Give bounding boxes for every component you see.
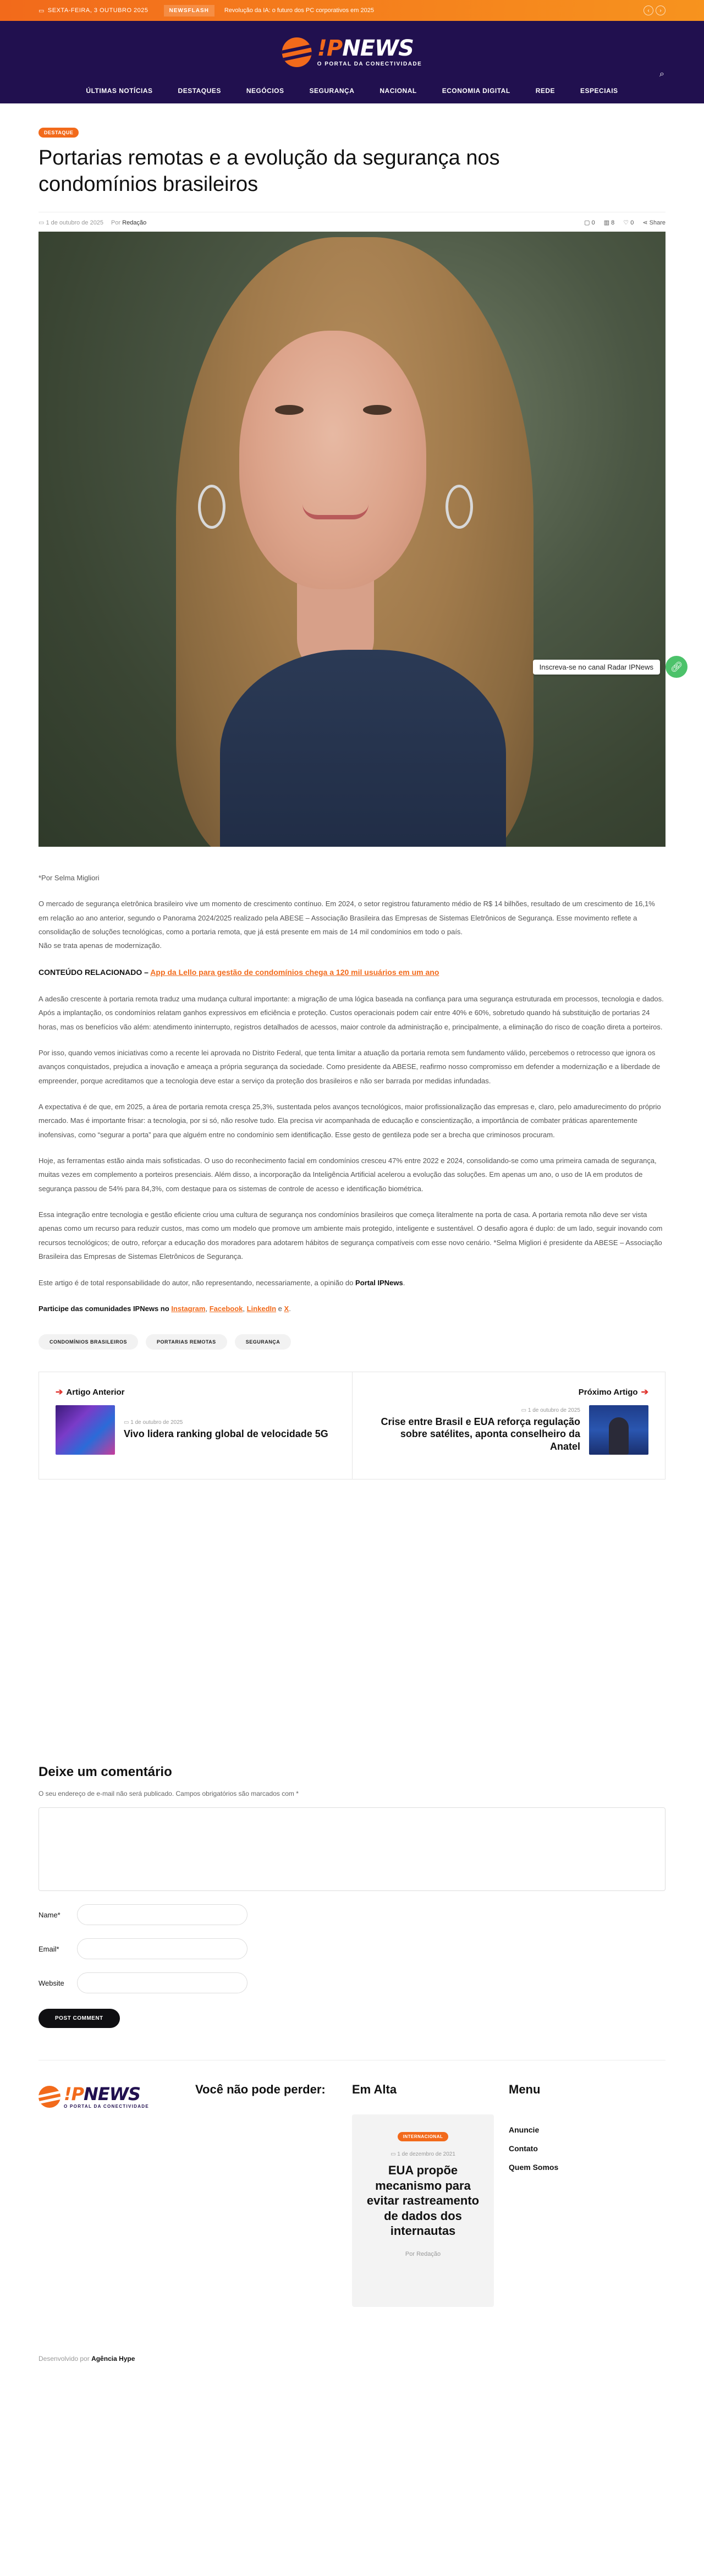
- article-byline: *Por Selma Migliori: [38, 874, 100, 882]
- author-link[interactable]: Redação: [122, 219, 147, 226]
- paragraph: Por isso, quando vemos iniciativas como a recente lei aprovada no Distrito Federal, que tenta limitar a atuação da portaria remota sem fundamento válido, percebemos o retrocesso que ignora os avanços conquistados, prejudica a inovação e ameaça a própria segurança da sociedade. Como presidente da ABESE, reafirmo nosso compromisso em defender a modernização e a liberdade de empreender, porque acreditamos que a tecnologia deve estar a serviço da proteção dos brasileiros e não ser barrada por medidas infundadas.: [38, 1049, 661, 1085]
- paragraph: A expectativa é de que, em 2025, a área de portaria remota cresça 25,3%, sustentada pelos avanços tecnológicos, maior profissionalização das empresas e, claro, pelo amadurecimento do próprio mercado. Mas é importante frisar: a tecnologia, por si só, não resolve tudo. Ela precisa vir acompanhada de educação e conscientização, a importância de combater práticas aparentemente inofensivas, como “segurar a porta” para que alguém entre no condomínio sem identificação. Esse gesto de gentileza pode ser a brecha que criminosos procuram.: [38, 1103, 661, 1139]
- logo-news: NEWS: [342, 36, 414, 61]
- nav-destaques[interactable]: DESTAQUES: [178, 87, 221, 95]
- comments-count[interactable]: ▢ 0: [584, 220, 595, 226]
- post-navigation: [38, 1372, 666, 1479]
- related-content: CONTEÚDO RELACIONADO – App da Lello para gestão de condomínios chega a 120 mil usuários em um ano: [38, 967, 439, 977]
- logo-tagline: O PORTAL DA CONECTIVIDADE: [317, 61, 422, 67]
- previous-article[interactable]: ➔ Artigo Anterior ▭ 1 de outubro de 2025 Vivo lidera ranking global de velocidade 5G: [39, 1372, 353, 1479]
- paragraph: Não se trata apenas de modernização.: [38, 941, 162, 950]
- nav-ultimas-noticias[interactable]: ÚLTIMAS NOTÍCIAS: [86, 87, 153, 95]
- next-article-title[interactable]: Crise entre Brasil e EUA reforça regulação sobre satélites, aponta conselheiro da Anatel: [381, 1416, 580, 1452]
- website-input[interactable]: [77, 1972, 248, 1993]
- ticker-headline[interactable]: Revolução da IA: o futuro dos PC corporativos em 2025: [224, 7, 374, 14]
- email-field-row: [38, 1938, 666, 1959]
- name-input[interactable]: [77, 1904, 248, 1925]
- trending-category-badge[interactable]: INTERNACIONAL: [398, 2132, 449, 2141]
- nav-nacional[interactable]: NACIONAL: [380, 87, 417, 95]
- website-label: Website: [38, 1978, 64, 1987]
- paragraph: O mercado de segurança eletrônica brasileiro vive um momento de crescimento contínuo. Em 2024, o setor registrou faturamento médio de R$ 14 bilhões, resultado de um crescimento de 16,1% em relação ao ano anterior, segundo o Panorama 2024/2025 realizado pela ABESE – Associação Brasileira das Empresas de Sistemas Eletrônicos de Segurança. Esse movimento reflete a consolidação de soluções tecnológicas, como a portaria remota, que já está presente em mais de 14 mil condomínios em todo o país.: [38, 900, 655, 936]
- article-stats: [584, 219, 666, 226]
- email-input[interactable]: [77, 1938, 248, 1959]
- logo-globe-icon: [282, 37, 312, 67]
- arrow-left-icon: ➔: [56, 1388, 63, 1397]
- footer-col-title: Menu: [509, 2082, 541, 2097]
- credit-link[interactable]: Agência Hype: [91, 2355, 135, 2363]
- tag-portarias-remotas[interactable]: PORTARIAS REMOTAS: [146, 1334, 227, 1350]
- article-date: 1 de outubro de 2025: [46, 219, 104, 226]
- facebook-link[interactable]: Facebook: [209, 1304, 243, 1313]
- nav-negocios[interactable]: NEGÓCIOS: [246, 87, 284, 95]
- comment-form: [38, 1764, 666, 2028]
- paragraph: A adesão crescente à portaria remota traduz uma mudança cultural importante: a migração de uma lógica baseada na confiança para uma segurança estruturada em processos, tecnologia e dados. Após a implantação, os condomínios relatam ganhos expressivos em eficiência e proteção. Custos operacionais podem cair entre 40% e 60%, sobretudo quando há substituição de portarias 24 horas, mas os benefícios vão além: atendimento ininterrupto, registros detalhados de acessos, maior controle da administração e, principalmente, a eliminação do risco de coação direta a porteiros.: [38, 995, 664, 1031]
- comment-textarea[interactable]: [38, 1807, 666, 1891]
- views-count: ▥ 8: [603, 220, 615, 226]
- trending-title[interactable]: EUA propõe mecanismo para evitar rastreamento de dados dos internautas: [366, 2163, 480, 2238]
- paragraph: Hoje, as ferramentas estão ainda mais sofisticadas. O uso do reconhecimento facial em condomínios cresceu 47% entre 2022 e 2024, consolidando-se como uma primeira camada de segurança, muitas vezes em complemento a porteiros presenciais. Além disso, a incorporação da Inteligência Artificial acelerou a evolução das soluções. Em apenas um ano, o uso de IA em produtos de segurança passou de 54% para 84,3%, com destaque para os sistemas de controle de acesso e identificação biométrica.: [38, 1157, 657, 1193]
- footer-col-title: Em Alta: [352, 2082, 397, 2097]
- comment-form-title: Deixe um comentário: [38, 1764, 172, 1780]
- ticker-controls: [644, 6, 666, 15]
- nav-rede[interactable]: REDE: [535, 87, 556, 95]
- logo-ip: !P: [317, 36, 343, 61]
- footer-col-menu: [509, 2082, 666, 2357]
- nav-economia-digital[interactable]: ECONOMIA DIGITAL: [442, 87, 510, 95]
- previous-article-thumbnail[interactable]: [56, 1405, 115, 1455]
- article-title: Portarias remotas e a evolução da segurança nos condomínios brasileiros: [38, 146, 500, 196]
- article-container: [38, 103, 666, 2363]
- comment-form-note: O seu endereço de e-mail não será publicado. Campos obrigatórios são marcados com *: [38, 1790, 299, 1798]
- next-article-date: ▭ 1 de outubro de 2025: [521, 1407, 580, 1413]
- footer-col-trending: [352, 2082, 509, 2357]
- next-article-thumbnail[interactable]: [589, 1405, 648, 1455]
- footer-col-title: Você não pode perder:: [195, 2082, 326, 2097]
- footer-logo[interactable]: !PNEWS O PORTAL DA CONECTIVIDADE: [38, 2082, 195, 2111]
- trending-author: Por Redação: [405, 2250, 441, 2257]
- nav-especiais[interactable]: ESPECIAIS: [580, 87, 618, 95]
- current-date: ▭ SEXTA-FEIRA, 3 OUTUBRO 2025: [38, 7, 148, 14]
- article-body: [38, 871, 666, 1316]
- related-content-link[interactable]: App da Lello para gestão de condomínios chega a 120 mil usuários em um ano: [150, 967, 439, 977]
- comment-icon: ▢: [584, 220, 590, 226]
- tag-condominios-brasileiros[interactable]: CONDOMÍNIOS BRASILEIROS: [38, 1334, 138, 1350]
- community-line: Participe das comunidades IPNews no Instagram, Facebook, LinkedIn e X.: [38, 1304, 291, 1313]
- search-icon[interactable]: ⌕: [659, 69, 664, 79]
- nav-seguranca[interactable]: SEGURANÇA: [309, 87, 355, 95]
- name-label: Name*: [38, 1910, 61, 1919]
- disclaimer: Este artigo é de total responsabilidade do autor, não representando, necessariamente, a opinião do Portal IPNews.: [38, 1278, 405, 1287]
- article-tags: [38, 1334, 666, 1350]
- website-field-row: [38, 1972, 666, 1993]
- post-comment-button[interactable]: POST COMMENT: [38, 2009, 120, 2028]
- likes-count[interactable]: ♡ 0: [623, 220, 634, 226]
- logo-globe-icon: [38, 2086, 61, 2108]
- author-line: Por Redação: [111, 219, 147, 226]
- trending-date: ▭ 1 de dezembro de 2021: [391, 2151, 455, 2158]
- footer-col-dont-miss: [195, 2082, 352, 2357]
- footer-link-quem-somos[interactable]: Quem Somos: [509, 2163, 559, 2172]
- trending-card[interactable]: [352, 2114, 494, 2307]
- top-bar: [0, 0, 704, 21]
- site-header: [0, 21, 704, 103]
- chart-icon: ▥: [603, 220, 610, 226]
- site-logo[interactable]: [282, 37, 422, 67]
- paragraph: Essa integração entre tecnologia e gestão eficiente criou uma cultura de segurança nos condomínios brasileiros que começa literalmente na porta de casa. A portaria remota não deve ser vista apenas como um recurso para reduzir custos, mas como um modelo que promove um ambiente mais protegido, inteligente e sustentável. O desafio agora é duplo: de um lado, seguir inovando com recursos tecnológicos; de outro, reforçar a educação dos moradores para adotarem hábitos de segurança compatíveis com esse novo cenário. *Selma Migliori é presidente da ABESE – Associação Brasileira das Empresas de Sistemas Eletrônicos de Segurança.: [38, 1210, 663, 1261]
- tag-seguranca[interactable]: SEGURANÇA: [235, 1334, 292, 1350]
- radar-subscribe-label[interactable]: Inscreva-se no canal Radar IPNews: [533, 660, 660, 675]
- calendar-icon: ▭: [38, 7, 45, 14]
- calendar-icon: ▭: [38, 220, 46, 226]
- email-label: Email*: [38, 1944, 59, 1953]
- site-footer: [38, 2060, 666, 2363]
- arrow-right-icon: ➔: [641, 1388, 648, 1397]
- heart-icon: ♡: [623, 220, 629, 226]
- link-icon[interactable]: 🔗︎: [666, 656, 688, 678]
- next-article[interactable]: Próximo Artigo ➔ ▭ 1 de outubro de 2025 Crise entre Brasil e EUA reforça regulação sobre satélites, aponta conselheiro da Anatel: [353, 1372, 666, 1479]
- newsflash-label: NEWSFLASH: [164, 5, 215, 17]
- instagram-link[interactable]: Instagram: [171, 1304, 206, 1313]
- main-nav: [0, 87, 704, 95]
- previous-article-date: ▭ 1 de outubro de 2025: [124, 1419, 183, 1426]
- radar-subscribe[interactable]: [533, 656, 688, 678]
- ticker-next-icon[interactable]: ›: [656, 6, 666, 15]
- footer-link-anuncie[interactable]: Anuncie: [509, 2125, 540, 2135]
- previous-article-title[interactable]: Vivo lidera ranking global de velocidade 5G: [124, 1428, 328, 1440]
- footer-menu: [509, 2125, 666, 2172]
- footer-credit: Desenvolvido por Agência Hype: [38, 2355, 135, 2363]
- share-icon: ⋖: [642, 220, 648, 226]
- share-button[interactable]: ⋖ Share: [642, 220, 666, 226]
- linkedin-link[interactable]: LinkedIn: [246, 1304, 277, 1313]
- ticker-prev-icon[interactable]: ‹: [644, 6, 653, 15]
- article-meta: [38, 212, 666, 226]
- name-field-row: [38, 1904, 666, 1925]
- x-link[interactable]: X: [284, 1304, 289, 1313]
- category-badge[interactable]: DESTAQUE: [38, 128, 79, 138]
- footer-link-contato[interactable]: Contato: [509, 2144, 538, 2153]
- hero-portrait-image: [38, 232, 666, 847]
